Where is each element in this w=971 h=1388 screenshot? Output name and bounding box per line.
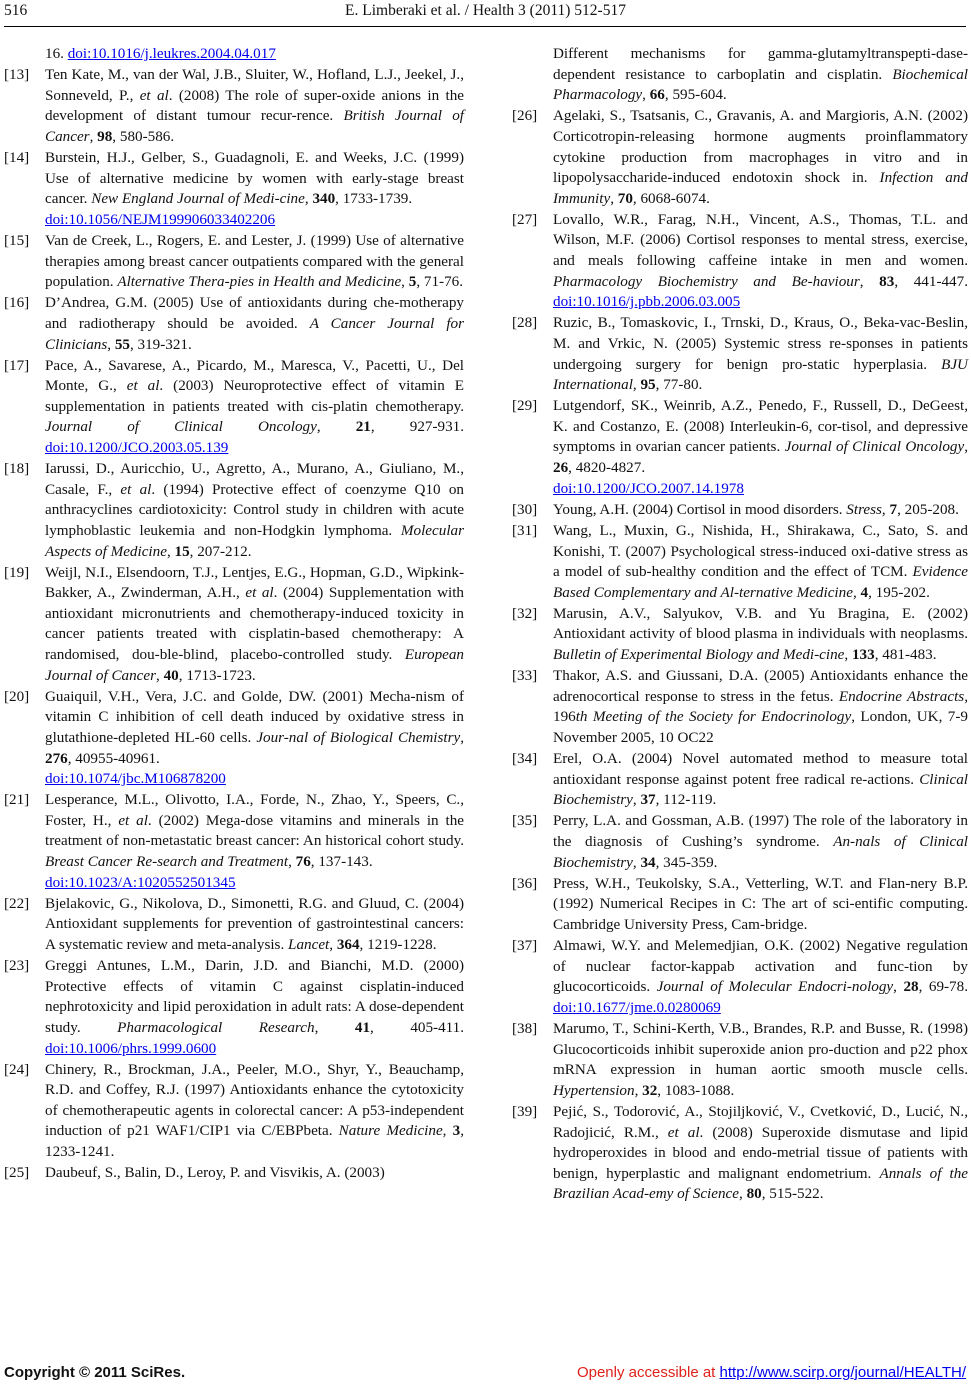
reference-22: [4, 894, 464, 956]
reference-number: [28]: [512, 314, 538, 332]
reference-27: [512, 210, 968, 313]
reference-italic-text: Alternative Thera-pies in Health and Medicine: [117, 273, 402, 291]
reference-37: [512, 936, 968, 1018]
reference-number: [20]: [4, 687, 30, 705]
references-left-column: [4, 44, 464, 1184]
reference-30: [512, 500, 968, 521]
reference-italic-text: Journal of Clinical Oncology: [784, 438, 965, 456]
reference-text: , 1233-1241.: [45, 1122, 464, 1161]
reference-italic-text: Breast Cancer Re-search and Treatment: [45, 853, 289, 871]
reference-23: [4, 956, 464, 1059]
reference-text: , 137-143.: [310, 853, 373, 871]
reference-text: Greggi Antunes, L.M., Darin, J.D. and Bianchi, M.D. (2000) Protective effects of vitamin C against cisplatin-induced nephrotoxicity and lipid peroxidation in adult rats: A dose-dependent study.: [45, 957, 464, 1036]
reference-text: Marumo, T., Schini-Kerth, V.B., Brandes, R.P. and Busse, R. (1998) Glucocorticoids inhibit superoxide anion pro-duction and p22 phox mRNA expression in human aortic smooth muscle cells.: [553, 1020, 968, 1079]
reference-volume: 15: [174, 542, 190, 560]
reference-text: Lutgendorf, SK., Weinrib, A.Z., Penedo, F., Russell, D., DeGeest, K. and Costanzo, E. (2008) Interleukin-6, cor-tisol, and depressive symptoms in ovarian cancer patients.: [553, 397, 968, 456]
reference-text: Different mechanisms for gamma-glutamyltranspepti-dase-dependent resistance to carboplatin and cisplatin.: [553, 45, 968, 83]
reference-text: Thakor, A.S. and Giussani, D.A. (2005) Antioxidants enhance the adrenocortical response to stress in the fetus.: [553, 667, 968, 705]
reference-31: [512, 521, 968, 603]
reference-text: , 1713-1723.: [178, 666, 256, 684]
page-number: 516: [4, 2, 28, 19]
open-access-notice: [577, 1364, 966, 1381]
reference-text: , 441-447.: [894, 272, 968, 290]
reference-34: [512, 749, 968, 811]
reference-text: , 345-359.: [655, 853, 718, 871]
reference-text: ,: [460, 728, 464, 746]
reference-text: , 1733-1739.: [335, 190, 413, 208]
reference-24: [4, 1060, 464, 1163]
reference-number: [27]: [512, 210, 538, 228]
reference-18: [4, 459, 464, 562]
reference-italic-text: Endocrine Abstracts: [838, 687, 965, 705]
reference-number: [14]: [4, 149, 30, 167]
reference-number: [24]: [4, 1060, 30, 1078]
reference-text: ,: [844, 646, 852, 664]
reference-italic-text: Stress: [846, 500, 882, 518]
reference-number: [37]: [512, 937, 538, 955]
reference-text: ,: [738, 1185, 747, 1203]
reference-italic-text: Infection and Immunity: [553, 169, 968, 207]
reference-number: [25]: [4, 1164, 30, 1182]
reference-text: Ruzic, B., Tomaskovic, I., Trnski, D., Kraus, O., Beka-vac-Beslin, M. and Vrkic, N. (2005) Systemic stress re-sponses in patients undergoing surgery for benign pro-static hyperplasia.: [553, 314, 968, 373]
reference-text: , 319-321.: [129, 335, 192, 353]
reference-text: Ten Kate, M., van der Wal, J.B., Sluiter, W., Hofland, L.J., Jeekel, J., Sonneveld, P.,: [45, 66, 464, 104]
open-access-prefix: Openly accessible at: [576, 1364, 720, 1381]
reference-volume: 98: [97, 127, 113, 145]
reference-text: , 515-522.: [761, 1185, 824, 1203]
reference-volume: 40: [163, 666, 179, 684]
reference-text: Press, W.H., Teukolsky, S.A., Vetterling, W.T. and Flan-nery B.P. (1992) Numerical Recipes in C: The art of sci-entific computing. Cambridge University Press, Cam-bridge.: [553, 874, 968, 933]
reference-20: [4, 687, 464, 790]
references-right-column: [512, 44, 968, 1205]
reference-italic-text: Hypertension: [553, 1081, 635, 1099]
reference-text: ,: [893, 978, 904, 996]
reference-volume: 276: [45, 749, 68, 767]
reference-italic-text: et al: [139, 86, 169, 104]
reference-text: , 112-119.: [655, 791, 717, 809]
reference-text: ,: [634, 1081, 643, 1099]
reference-text: Daubeuf, S., Balin, D., Leroy, P. and Visvikis, A. (2003): [45, 1164, 385, 1182]
reference-italic-text: et al: [126, 377, 160, 395]
reference-35: [512, 811, 968, 873]
reference-text: Van de Creek, L., Rogers, E. and Lester, J. (1999) Use of alternative therapies among breast cancer outpatients compared with the general population.: [45, 231, 464, 291]
reference-italic-text: A Cancer Journal for Clinicians: [45, 314, 465, 353]
doi-link[interactable]: doi:10.1016/j.leukres.2004.04.017: [67, 45, 276, 62]
reference-text: ,: [610, 189, 618, 207]
reference-number: [18]: [4, 460, 30, 478]
reference-italic-text: Jour-nal of Biological Chemistry: [256, 728, 461, 746]
reference-29: [512, 396, 968, 499]
reference-text: , London, UK, 7-9 November 2005, 10 OC22: [553, 708, 968, 746]
reference-italic-text: Nature Medicine: [338, 1122, 443, 1140]
reference-text: . (2008) The role of super-oxide anions in the development of distant tumour recur-rence.: [45, 86, 464, 125]
reference-text: ,: [859, 272, 880, 290]
reference-15: [4, 231, 464, 293]
reference-text: , 580-586.: [112, 127, 175, 145]
reference-text: Pejić, S., Todorović, A., Stojiljković, V., Cvetković, D., Lucić, N., Radojicić, R.M.,: [553, 1102, 968, 1141]
reference-text: Lesperance, M.L., Olivotto, I.A., Forde, N., Zhao, Y., Speers, C., Foster, H.,: [45, 791, 464, 829]
reference-italic-text: et al: [245, 584, 274, 602]
reference-number: [30]: [512, 500, 538, 518]
reference-italic-text: An-nals of Clinical Biochemistry: [553, 833, 969, 871]
reference-text: ,: [107, 335, 115, 353]
doi-link[interactable]: doi:10.1016/j.pbb.2006.03.005: [553, 293, 741, 311]
reference-volume: 133: [851, 646, 875, 664]
reference-text: . (2004) Supplementation with antioxidant micronutrients and chemotherapy-induced toxicity in cancer patients treated with cisplatin-based chemotherapy: A randomised, dou-ble-blind, placebo-controlled study.: [45, 584, 465, 664]
reference-19: [4, 563, 464, 687]
reference-text: D’Andrea, G.M. (2005) Use of antioxidants during che-motherapy and radiotherapy should be avoided.: [45, 294, 464, 332]
reference-number: [16]: [4, 294, 30, 312]
reference-text: ,: [288, 853, 296, 871]
reference-17: [4, 356, 464, 459]
reference-28: [512, 313, 968, 395]
reference-italic-text: Bulletin of Experimental Biology and Medi-cine: [553, 646, 845, 664]
reference-text: , 1083-1088.: [657, 1081, 735, 1099]
reference-number: [15]: [4, 231, 30, 249]
reference-text: , 927-931.: [370, 418, 464, 436]
reference-italic-text: Lancet: [288, 936, 330, 953]
reference-text: Chinery, R., Brockman, J.A., Peeler, M.O., Shyr, Y., Beauchamp, R.D. and Coffey, R.J. (1997) Antioxidants enhance the cytotoxicity of chemotherapeutic agents in colorectal cancer: A p53-independent induction of p21 WAF1/CIP1 via C/EBPbeta.: [45, 1060, 464, 1140]
reference-text: . (1994) Protective effect of coenzyme Q10 on anthracyclines cardiotoxicity: Control study in children with acute lymphoblastic leukemia and non-Hodgkin lymphoma.: [45, 480, 464, 539]
reference-continuation: [4, 44, 464, 65]
reference-italic-text: New England Journal of Medi-cine: [91, 190, 305, 208]
reference-number: [33]: [512, 667, 538, 685]
reference-italic-text: Molecular Aspects of Medicine: [45, 521, 464, 560]
reference-volume: 41: [354, 1018, 371, 1036]
reference-text: ,: [89, 127, 98, 145]
reference-25: [4, 1163, 464, 1184]
reference-volume: 55: [114, 335, 130, 353]
reference-text: , 69-78.: [918, 978, 968, 996]
reference-text: , 4820-4827.: [568, 459, 646, 477]
doi-link[interactable]: doi:10.1023/A:1020552501345: [45, 873, 236, 891]
reference-number: [26]: [512, 107, 538, 125]
reference-volume: 21: [355, 418, 371, 436]
reference-number: [22]: [4, 894, 30, 912]
reference-text: , 481-483.: [874, 646, 937, 664]
reference-text: ,: [401, 273, 409, 291]
reference-text: Pace, A., Savarese, A., Picardo, M., Maresca, V., Pacetti, U., Del Monte, G.,: [45, 356, 464, 395]
reference-32: [512, 604, 968, 666]
journal-url-link[interactable]: http://www.scirp.org/journal/HEALTH/: [719, 1364, 966, 1381]
reference-italic-text: Annals of the Brazilian Acad-emy of Science: [553, 1164, 968, 1203]
reference-volume: 76: [295, 853, 311, 871]
reference-volume: 364: [336, 936, 360, 953]
reference-14: [4, 148, 464, 230]
reference-36: [512, 874, 968, 936]
reference-volume: 32: [642, 1081, 658, 1099]
reference-number: [39]: [512, 1102, 538, 1120]
reference-text: Perry, L.A. and Gossman, A.B. (1997) The role of the laboratory in the diagnosis of Cushing’s syndrome.: [553, 812, 968, 851]
doi-link[interactable]: doi:10.1200/JCO.2003.05.139: [45, 439, 229, 457]
reference-38: [512, 1019, 968, 1101]
reference-italic-text: British Journal of Cancer: [45, 107, 465, 145]
reference-text: ,: [156, 666, 164, 684]
doi-link[interactable]: doi:10.1677/jme.0.0280069: [553, 998, 721, 1016]
running-title: E. Limberaki et al. / Health 3 (2011) 512-517: [345, 2, 626, 19]
reference-text: ,: [304, 190, 313, 208]
reference-text: ,: [442, 1122, 453, 1140]
reference-text: 16.: [45, 45, 68, 62]
reference-text: ,: [316, 418, 356, 436]
reference-continuation: [512, 44, 968, 106]
reference-text: Marusin, A.V., Salyukov, V.B. and Yu Bragina, E. (2002) Antioxidant activity of blood plasma in individuals with neoplasms.: [553, 604, 968, 643]
reference-text: , 207-212.: [189, 542, 252, 560]
reference-text: , 71-76.: [416, 273, 464, 291]
reference-number: [29]: [512, 397, 538, 415]
reference-text: ,: [642, 86, 650, 104]
reference-text: , 1219-1228.: [359, 936, 437, 953]
reference-volume: 26: [553, 459, 569, 477]
reference-text: , 405-411.: [370, 1018, 465, 1036]
reference-italic-text: Pharmacological Research: [117, 1018, 315, 1036]
reference-italic-text: Biochemical Pharmacology: [553, 65, 968, 104]
doi-link[interactable]: doi:10.1006/phrs.1999.0600: [45, 1039, 217, 1057]
header-rule: [4, 26, 966, 27]
reference-number: [36]: [512, 874, 538, 892]
reference-16: [4, 293, 464, 355]
reference-volume: 3: [452, 1122, 461, 1140]
reference-text: . (2002) Mega-dose vitamins and minerals in the treatment of non-metastatic breast cancer: An historical cohort study.: [45, 811, 464, 850]
reference-volume: 83: [879, 272, 895, 290]
reference-text: Guaiquil, V.H., Vera, J.C. and Golde, DW. (2001) Mecha-nism of vitamin C inhibition of cell death induced by oxidative stress in glutathione-depleted HL-60 cells.: [45, 687, 464, 746]
reference-number: [23]: [4, 957, 30, 975]
reference-text: . (2003) Neuroprotective effect of vitamin E supplementation in patients treated with cis-platin chemotherapy.: [45, 377, 465, 415]
reference-33: [512, 666, 968, 748]
reference-number: [17]: [4, 356, 30, 374]
reference-italic-text: et al: [118, 811, 148, 829]
reference-number: [31]: [512, 521, 538, 539]
reference-volume: 66: [649, 86, 665, 104]
reference-number: [19]: [4, 563, 30, 581]
reference-volume: 70: [617, 189, 633, 207]
reference-number: [21]: [4, 791, 30, 809]
reference-number: [35]: [512, 812, 538, 830]
reference-text: Iarussi, D., Auricchio, U., Agretto, A., Murano, A., Giuliano, M., Casale, F.,: [45, 460, 464, 498]
doi-link[interactable]: doi:10.1200/JCO.2007.14.1978: [553, 479, 744, 497]
reference-text: Agelaki, S., Tsatsanis, C., Gravanis, A. and Margioris, A.N. (2002) Corticotropin-releasing hormone augments proinflammatory cytokine production from macrophages in vitro and in lipopolysaccharide-induced endotoxin shock in.: [553, 107, 968, 187]
reference-italic-text: BJU International: [553, 355, 968, 394]
doi-link[interactable]: doi:10.1056/NEJM199906033402206: [45, 210, 276, 228]
reference-text: Almawi, W.Y. and Melemedjian, O.K. (2002) Negative regulation of nuclear factor-kappab activation and func-tion by glucocorticoids.: [553, 937, 968, 996]
reference-text: , 77-80.: [655, 376, 703, 394]
reference-italic-text: Evidence Based Complementary and Al-ternative Medicine: [553, 563, 968, 601]
reference-volume: 95: [640, 376, 656, 394]
reference-text: ,: [329, 936, 337, 953]
reference-13: [4, 65, 464, 147]
reference-text: ,: [881, 500, 890, 518]
reference-text: Burstein, H.J., Gelber, S., Guadagnoli, E. and Weeks, J.C. (1999) Use of alternative medicine by women with early-stage breast cancer.: [45, 149, 464, 208]
reference-number: [13]: [4, 66, 30, 84]
reference-text: ,: [632, 791, 641, 809]
reference-text: , 6068-6074.: [632, 189, 710, 207]
reference-number: [34]: [512, 750, 538, 768]
reference-italic-text: et al: [667, 1123, 700, 1141]
copyright-notice: Copyright © 2011 SciRes.: [4, 1364, 186, 1381]
reference-text: Lovallo, W.R., Farag, N.H., Vincent, A.S., Thomas, T.L. and Wilson, M.F. (2006) Cortisol responses to mental stress, exercise, and meals following caffeine intake in men and women.: [553, 210, 968, 270]
reference-volume: 37: [640, 791, 656, 809]
reference-26: [512, 106, 968, 209]
reference-text: ,: [964, 438, 968, 456]
reference-text: , 595-604.: [664, 86, 727, 104]
reference-italic-text: European Journal of Cancer: [45, 646, 464, 684]
reference-italic-text: th Meeting of the Society for Endocrinology: [575, 708, 852, 726]
reference-text: ,: [632, 376, 641, 394]
reference-volume: 7: [889, 500, 898, 518]
reference-text: , 205-208.: [897, 500, 959, 518]
running-header: [0, 2, 971, 26]
reference-italic-text: Journal of Molecular Endocri-nology: [656, 978, 894, 996]
reference-italic-text: Journal of Clinical Oncology: [45, 418, 317, 436]
reference-text: , 40955-40961.: [67, 749, 160, 767]
reference-number: [38]: [512, 1020, 538, 1038]
reference-volume: 34: [640, 853, 656, 871]
reference-text: ,: [314, 1018, 355, 1036]
reference-italic-text: Pharmacology Biochemistry and Be-haviour: [553, 272, 860, 290]
reference-39: [512, 1102, 968, 1205]
reference-volume: 5: [408, 273, 417, 291]
reference-text: , 195-202.: [868, 583, 930, 601]
reference-text: Young, A.H. (2004) Cortisol in mood disorders.: [553, 500, 847, 518]
doi-link[interactable]: doi:10.1074/jbc.M106878200: [45, 770, 226, 788]
reference-volume: 340: [312, 190, 336, 208]
reference-text: Bjelakovic, G., Nikolova, D., Simonetti, R.G. and Gluud, C. (2004) Antioxidant supplements for prevention of gastrointestinal cancers: A systematic review and meta-analysis.: [45, 894, 464, 953]
reference-number: [32]: [512, 604, 538, 622]
reference-volume: 28: [903, 978, 919, 996]
reference-text: . (2008) Superoxide dismutase and lipid hydroperoxides in blood and endo-metrial tissue of patients with benign, hyperplastic and malignant endometrium.: [553, 1123, 969, 1182]
reference-text: ,: [852, 583, 861, 601]
reference-volume: 80: [746, 1185, 762, 1203]
reference-text: , 196: [553, 687, 968, 726]
reference-text: Erel, O.A. (2004) Novel automated method to measure total antioxidant response against potent free radical re-actions.: [553, 750, 968, 788]
reference-italic-text: et al: [120, 480, 152, 498]
reference-21: [4, 790, 464, 893]
page-footer: [0, 1364, 971, 1386]
reference-text: ,: [166, 542, 175, 560]
reference-volume: 4: [860, 583, 869, 601]
reference-text: Weijl, N.I., Elsendoorn, T.J., Lentjes, E.G., Hopman, G.D., Wipkink-Bakker, A., Zwinderman, A.H.,: [45, 563, 464, 602]
reference-text: ,: [632, 853, 641, 871]
reference-text: Wang, L., Muxin, G., Nishida, H., Shirakawa, C., Sato, S. and Konishi, T. (2007) Psychological stress-induced oxi-dative stress as a model of sub-healthy condition and the effect of TCM.: [553, 521, 968, 581]
reference-italic-text: Clinical Biochemistry: [553, 770, 968, 809]
